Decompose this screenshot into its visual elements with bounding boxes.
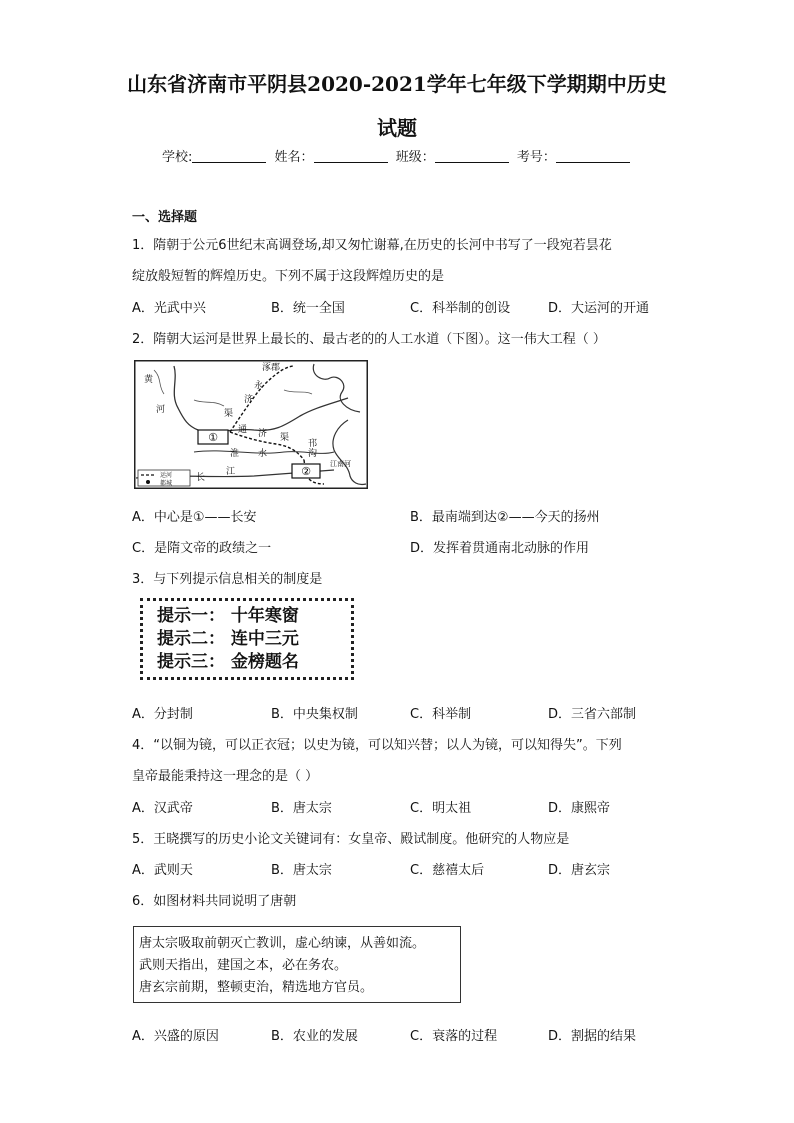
q6-option-b[interactable]: B．农业的发展 — [271, 1029, 358, 1044]
map-label-ji2: 济 — [258, 429, 268, 439]
map-label-qu2: 渠 — [280, 433, 290, 443]
map-label-ji: 济 — [244, 395, 254, 405]
map-label-yong: 永 — [254, 381, 264, 391]
number-label: 考号： — [516, 150, 556, 165]
q3-tips-box — [140, 598, 354, 680]
q2-stem-line1: 2．隋朝大运河是世界上最长的、最古老的的人工水道（下图）。这一伟大工程（ ） — [132, 332, 606, 347]
q4-stem-line2: 皇帝最能秉持这一理念的是（ ） — [132, 769, 319, 784]
q5-option-b[interactable]: B．唐太宗 — [271, 863, 332, 878]
class-label: 班级： — [395, 150, 435, 165]
q3-tip-2: 提示二： 连中三元 — [157, 629, 299, 649]
map-label-shui: 水 — [258, 449, 268, 459]
q6-option-d[interactable]: D．割据的结果 — [548, 1029, 637, 1044]
section-heading: 一、选择题 — [132, 210, 198, 225]
q6-material-line2: 武则天指出，建国之本，必在务农。 — [139, 958, 348, 973]
map-label-han: 邗 — [308, 439, 318, 449]
q1-option-a[interactable]: A．光武中兴 — [132, 301, 206, 316]
q1-stem-line2: 绽放般短暂的辉煌历史。下列不属于这段辉煌历史的是 — [132, 269, 445, 284]
q6-option-c[interactable]: C．衰落的过程 — [410, 1029, 498, 1044]
number-blank — [556, 148, 630, 163]
q2-option-a[interactable]: A．中心是①——长安 — [132, 510, 257, 525]
map-legend-capital: 都城 — [160, 480, 173, 487]
q3-stem-line1: 3．与下列提示信息相关的制度是 — [132, 572, 323, 587]
map-label-gou: 沟 — [308, 449, 318, 459]
q4-option-a[interactable]: A．汉武帝 — [132, 801, 193, 816]
map-label-chang: 长 — [196, 473, 206, 483]
exam-title-line2: 试题 — [377, 116, 417, 140]
exam-title-line1: 山东省济南市平阴县2020-2021学年七年级下学期期中历史 — [127, 72, 667, 96]
q6-option-a[interactable]: A．兴盛的原因 — [132, 1029, 219, 1044]
q3-tip-1: 提示一： 十年寒窗 — [157, 606, 299, 626]
q4-option-c[interactable]: C．明太祖 — [410, 801, 472, 816]
map-label-circle2: ② — [301, 465, 311, 478]
name-blank — [314, 148, 388, 163]
map-label-jiang: 江 — [226, 467, 236, 477]
map-label-jiangnan: 江南河 — [330, 460, 351, 468]
grand-canal-map — [134, 360, 368, 489]
q3-option-d[interactable]: D．三省六部制 — [548, 707, 637, 722]
q4-stem-line1: 4．“以铜为镜，可以正衣冠；以史为镜，可以知兴替；以人为镜，可以知得失”。下列 — [132, 738, 622, 753]
q3-option-b[interactable]: B．中央集权制 — [271, 707, 358, 722]
q6-stem-line1: 6．如图材料共同说明了唐朝 — [132, 894, 297, 909]
student-info-line — [162, 146, 634, 165]
q4-option-b[interactable]: B．唐太宗 — [271, 801, 332, 816]
q3-tip-3: 提示三： 金榜题名 — [157, 652, 299, 672]
q1-option-d[interactable]: D．大运河的开通 — [548, 301, 650, 316]
q3-option-a[interactable]: A．分封制 — [132, 707, 193, 722]
name-label: 姓名： — [274, 150, 314, 165]
map-label-he: 河 — [156, 405, 166, 415]
q3-option-c[interactable]: C．科举制 — [410, 707, 472, 722]
q1-option-b[interactable]: B．统一全国 — [271, 301, 345, 316]
school-label: 学校: — [162, 150, 193, 165]
map-label-qu1: 渠 — [224, 409, 234, 419]
map-label-tong: 通 — [238, 425, 248, 435]
map-label-circle1: ① — [208, 431, 218, 444]
q5-option-a[interactable]: A．武则天 — [132, 863, 193, 878]
map-legend-canal: 运河 — [160, 472, 173, 479]
q2-option-c[interactable]: C．是隋文帝的政绩之一 — [132, 541, 272, 556]
q2-option-d[interactable]: D．发挥着贯通南北动脉的作用 — [410, 541, 590, 556]
school-blank — [192, 148, 266, 163]
q6-material-box — [133, 926, 461, 1003]
map-label-huai: 淮 — [230, 449, 240, 459]
q1-option-c[interactable]: C．科举制的创设 — [410, 301, 511, 316]
q5-option-c[interactable]: C．慈禧太后 — [410, 863, 485, 878]
map-label-huang: 黄 — [144, 375, 154, 385]
class-blank — [435, 148, 509, 163]
q5-option-d[interactable]: D．唐玄宗 — [548, 863, 611, 878]
q5-stem-line1: 5．王晓撰写的历史小论文关键词有：女皇帝、殿试制度。他研究的人物应是 — [132, 832, 570, 847]
q6-material-line1: 唐太宗吸取前朝灭亡教训，虚心纳谏，从善如流。 — [139, 936, 426, 951]
q4-option-d[interactable]: D．康熙帝 — [548, 801, 611, 816]
q2-option-b[interactable]: B．最南端到达②——今天的扬州 — [410, 510, 600, 525]
q1-stem-line1: 1．隋朝于公元6世纪末高调登场,却又匆忙谢幕,在历史的长河中书写了一段宛若昙花 — [132, 238, 612, 253]
map-label-zhuojun: 涿郡 — [262, 363, 281, 373]
q6-material-line3: 唐玄宗前期，整顿吏治，精选地方官员。 — [139, 980, 374, 995]
